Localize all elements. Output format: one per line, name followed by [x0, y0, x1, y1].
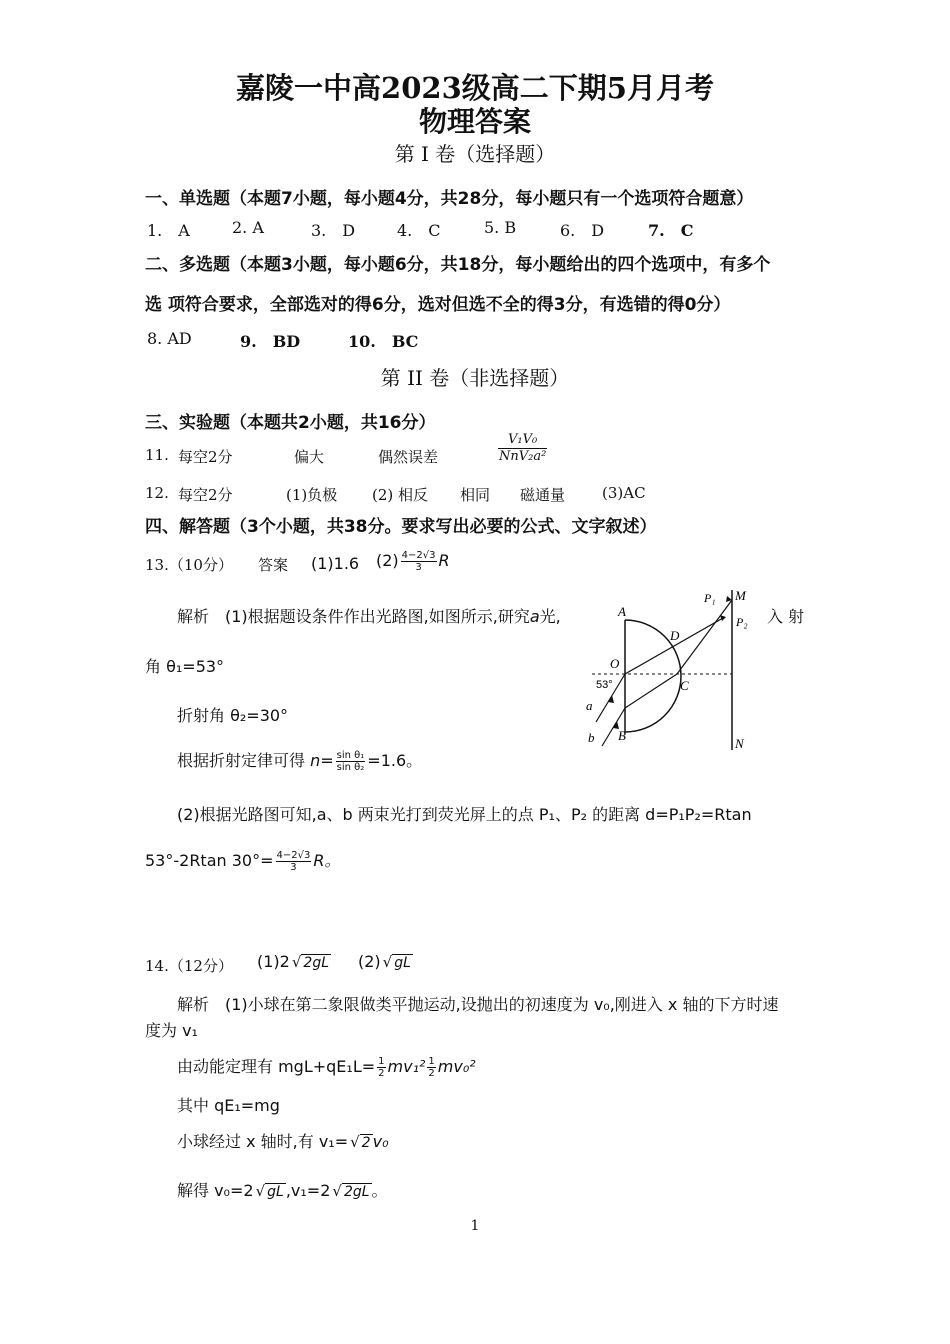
q13-analysis-line5: (2)根据光路图可知,a、b 两束光打到荧光屏上的点 P₁、P₂ 的距离 d=P₁P₂=Rtan: [177, 805, 752, 824]
q14-answer-1-prefix: (1)2: [257, 952, 290, 971]
sec2-answer: 9. BD: [240, 332, 301, 351]
ray-b-exit: [677, 600, 732, 674]
label-N: N: [735, 736, 744, 751]
q13-analysis-line1: [177, 604, 561, 627]
q14-analysis-line6: 解得 v₀=2 √ gL ,v₁=2 √ 2gL 。: [177, 1181, 388, 1200]
part2-title: 第 II 卷（非选择题）: [380, 366, 570, 390]
label-O: O: [610, 656, 620, 671]
q14-answer-2-prefix: (2): [358, 952, 381, 971]
sec2-answer: 8. AD: [147, 329, 192, 348]
sec4-heading: 四、解答题（3个小题，共38分。要求写出必要的公式、文字叙述）: [145, 517, 657, 537]
q14-answer-2-radicand: gL: [394, 955, 411, 971]
q11-answer: 偶然误差: [378, 448, 439, 466]
q14-line5-text: 小球经过 x 轴时,有 v₁=: [177, 1132, 349, 1151]
label-b: b: [588, 730, 595, 745]
q14-line6-mid: ,v₁=2: [285, 1181, 331, 1200]
label-M: M: [735, 588, 746, 603]
q14-line6-end: 。: [371, 1181, 388, 1200]
doc-subtitle: 物理答案: [418, 105, 531, 138]
q12-answer: (3)AC: [602, 484, 646, 502]
q13-line4-frac-den: sin θ₂: [336, 762, 365, 773]
q14-analysis-line1: 解析 (1)小球在第二象限做类平抛运动,设抛出的初速度为 v₀,刚进入 x 轴的下方时速: [177, 995, 779, 1014]
q14-line3-term2: mv₀²: [437, 1057, 476, 1076]
q13-line6-text: 53°-2Rtan 30°=: [145, 851, 274, 870]
q13-label: 13.（10分）: [145, 556, 233, 574]
doc-title: 嘉陵一中高2023级高二下期5月月考: [236, 71, 714, 105]
q12-answer: 磁通量: [520, 486, 566, 504]
page-number: 1: [470, 1218, 480, 1234]
q14-line5-tail: v₀: [372, 1132, 389, 1151]
sec2-answer: 10. BC: [348, 332, 419, 351]
sec1-answer: 4. C: [397, 221, 441, 240]
q14-half-den: 2: [378, 1068, 385, 1079]
q13-analysis-line2: 角 θ₁=53°: [145, 657, 225, 676]
q11-label: 11.: [145, 446, 169, 464]
q14-line3-term1: mv₁²: [387, 1057, 426, 1076]
q14-line6-radicand1: gL: [267, 1184, 284, 1200]
sec3-heading: 三、实验题（本题共2小题，共16分）: [145, 413, 436, 433]
q14-line6-radicand2: 2gL: [343, 1184, 370, 1200]
label-P2: P₂: [736, 615, 748, 629]
optics-diagram: [580, 582, 760, 754]
q14-analysis-line4: 其中 qE₁=mg: [177, 1096, 280, 1115]
q14-half2-num: 1: [428, 1056, 435, 1067]
ray-a-refracted: [625, 618, 723, 674]
q12-answer: 相同: [460, 486, 491, 504]
q12-answer: (2) 相反: [372, 486, 429, 504]
sec1-answer: 1. A: [147, 221, 190, 240]
q13-analysis-line3: 折射角 θ₂=30°: [177, 706, 289, 725]
q12-label: 12.: [145, 484, 169, 502]
ray-b-inside: [625, 674, 677, 708]
q11-fraction-denominator: NnV₂a²: [499, 449, 547, 464]
q11-score: 每空2分: [178, 448, 233, 466]
q13-answer-2-prefix: (2): [376, 551, 399, 570]
q14-answer-1-radicand: 2gL: [303, 955, 329, 971]
q14-answer-1: (1)2 √ 2gL: [257, 952, 329, 971]
q14-answer-2: (2) √ gL: [358, 952, 411, 971]
label-a: a: [586, 698, 593, 713]
label-B: B: [618, 728, 626, 743]
q13-answer-2-suffix: R: [438, 551, 450, 570]
q13-line4-n: n=: [310, 751, 334, 770]
q13-analysis-line6: [145, 848, 340, 873]
label-angle: 53°: [596, 679, 613, 691]
q11-answer: 偏大: [294, 448, 325, 466]
sec2-heading-cont: 选 项符合要求，全部选对的得6分，选对但选不全的得3分，有选错的得0分）: [145, 295, 731, 315]
q11-fraction-numerator: V₁V₀: [498, 432, 547, 449]
q13-line1-text: 解析 (1)根据题设条件作出光路图,如图所示,研究: [177, 607, 530, 626]
arrow-head-a: [720, 615, 726, 621]
q13-answer-2: [376, 550, 450, 573]
label-D: D: [670, 628, 680, 643]
q14-label: 14.（12分）: [145, 957, 233, 975]
sec1-answer: 7. C: [648, 221, 694, 240]
sec1-answer: 3. D: [311, 221, 356, 240]
label-A: A: [618, 604, 626, 619]
label-C: C: [680, 678, 689, 693]
q13-line6-frac-num: 4−2√3: [276, 850, 311, 861]
q14-analysis-line2: 度为 v₁: [145, 1021, 198, 1040]
q13-analysis-line4: [177, 748, 422, 773]
q14-line6-text: 解得 v₀=2: [177, 1181, 254, 1200]
sec1-heading: 一、单选题（本题7小题，每小题4分，共28分，每小题只有一个选项符合题意）: [145, 189, 754, 209]
part1-title: 第 I 卷（选择题）: [394, 142, 556, 166]
q13-line4-frac-num: sin θ₁: [336, 750, 365, 761]
q13-line1-var: a: [529, 607, 540, 626]
q14-half-num: 1: [378, 1056, 385, 1067]
q14-line5-radicand: 2: [361, 1135, 371, 1151]
sec1-answer: 6. D: [560, 221, 605, 240]
q13-line6-result: R。: [313, 851, 341, 870]
q11-fraction: [496, 432, 549, 465]
q13-frac-num: 4−2√3: [401, 550, 436, 561]
q14-half2-den: 2: [428, 1068, 435, 1079]
q13-frac-den: 3: [415, 562, 422, 573]
sec1-answer: 5. B: [484, 218, 517, 237]
q13-line6-frac-den: 3: [290, 862, 297, 873]
q12-score: 每空2分: [178, 486, 233, 504]
q13-line1-text2: 光,: [539, 607, 561, 626]
q13-line4-result: =1.6。: [367, 751, 423, 770]
q12-answer: (1)负极: [286, 486, 338, 504]
q13-answer-1: (1)1.6: [311, 554, 360, 573]
label-P1: P₁: [704, 591, 716, 605]
q13-line4-text: 根据折射定律可得: [177, 751, 306, 770]
q13-line1-tail: 入 射: [767, 607, 805, 626]
sec2-heading: 二、多选题（本题3小题，每小题6分，共18分，每小题给出的四个选项中，有多个: [145, 255, 771, 275]
q13-answer-label: 答案: [258, 556, 289, 574]
sec1-answer: 2. A: [232, 218, 264, 237]
q14-line3-text: 由动能定理有 mgL+qE₁L=: [177, 1057, 376, 1076]
q14-analysis-line5: 小球经过 x 轴时,有 v₁= √ 2 v₀: [177, 1132, 389, 1151]
q14-analysis-line3: [177, 1054, 476, 1079]
